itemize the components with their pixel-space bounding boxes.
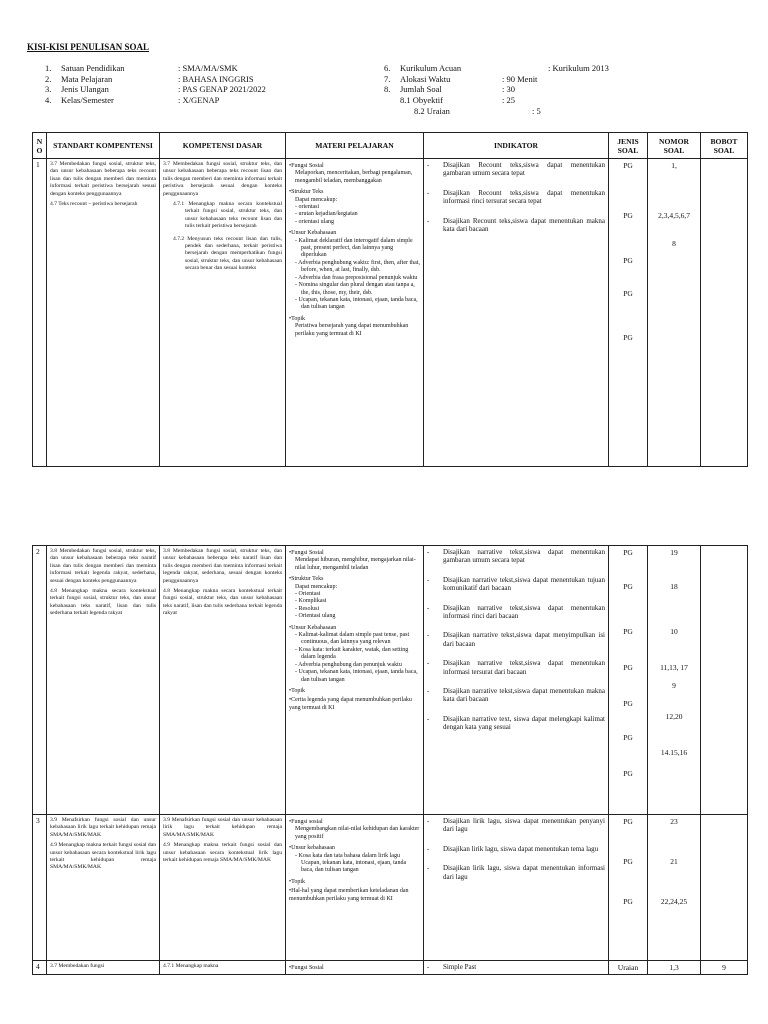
kisi-kisi-table-page-1 — [32, 132, 748, 467]
kd-text: 4.9 Menangkap makna terkait fungsi sosial dan unsur kebahasaan secara kontekstual lirik lagu terkait kehidupan remaja SMA/MA/SMK/MAK — [163, 842, 282, 864]
nomor-soal-value: 19 — [670, 548, 678, 557]
meta-value: : 25 — [502, 95, 515, 105]
nomor-soal-value: 2,3,4,5,6,7 — [658, 211, 690, 220]
nomor-soal-cell — [648, 159, 701, 467]
materi-heading: • Fungsi sosial — [289, 819, 420, 826]
materi-list-item: - Nomina singular dan plural dengan atau tanpa a, the, this, those, my, their, dsb. — [289, 282, 420, 297]
kisi-kisi-table-page-2 — [32, 545, 748, 975]
indikator-cell — [424, 546, 609, 815]
jenis-soal-value: PG — [623, 161, 633, 170]
meta-label: Jenis Ulangan — [61, 84, 109, 94]
nomor-soal-value: 21 — [670, 857, 678, 866]
meta-row — [384, 63, 609, 74]
meta-label: 8.2 Uraian — [414, 106, 450, 116]
table-row — [33, 546, 748, 815]
materi-heading: • Topik — [289, 879, 420, 886]
meta-label: Alokasi Waktu — [400, 73, 451, 84]
bobot-soal-cell: 9 — [701, 961, 748, 975]
jenis-soal-value: PG — [623, 733, 633, 742]
indikator-cell — [424, 815, 609, 961]
sk-text: 3.9 Menafsirkan fungsi sosial dan unsur kebahasaan lirik lagu terkait kehidupan remaja SMA/MA/SMK/MAK — [50, 817, 156, 838]
sk-text: 3.7 Membedakan fungsi sosial, struktur teks, dan unsur kebahasaan beberapa teks recount lisan dan tulis dengan memberi dan meminta informasi terkait peristiwa bersejarah sesuai dengan konteks penggunaannya — [50, 161, 156, 197]
materi-heading: • Hal-hal yang dapat memberikan keteladanan dan menumbuhkan perilaku yang termuat di KI — [289, 888, 420, 903]
materi-heading: • Topik — [289, 316, 420, 323]
meta-value: : X/GENAP — [178, 94, 220, 105]
materi-list-item: - urutan kejadian/kegiatan — [289, 211, 420, 218]
header-bobot-soal: BOBOT SOAL — [701, 133, 748, 159]
nomor-soal-value: 18 — [670, 582, 678, 591]
indikator-item: - Disajikan narrative tekst,siswa dapat menyimpulkan isi dari bacaan — [427, 631, 605, 648]
nomor-soal-value: 14.15,16 — [660, 748, 688, 757]
row-number: 2 — [33, 546, 47, 815]
nomor-soal-value: 1, — [671, 161, 677, 170]
meta-label: Kelas/Semester — [61, 94, 114, 105]
bobot-soal-cell — [701, 815, 748, 961]
jenis-soal-value: PG — [623, 289, 633, 298]
standart-kompetensi-cell — [47, 159, 160, 467]
indikator-item: - Disajikan narrative tekst,siswa dapat menentukan informasi tersurat dari bacaan — [427, 659, 605, 676]
nomor-soal-value: 8 — [672, 239, 676, 248]
jenis-soal-value: PG — [623, 817, 633, 826]
sk-text: 4.8 Menangkap makna secara kontekstual terkait fungsi sosial, struktur teks, dan unsur kebahasaan teks naratif, lisan dan tulis sederhana terkait legenda rakyat — [50, 588, 156, 617]
nomor-soal-value: 10 — [670, 627, 678, 636]
meta-label: Jumlah Soal — [400, 84, 442, 94]
header-no: N O — [33, 133, 47, 159]
indikator-text: Disajikan narrative text, siswa dapat melengkapi kalimat dengan kata yang sesuai — [443, 714, 605, 732]
indikator-text: Disajikan lirik lagu, siswa dapat menentukan penyanyi dari lagu — [443, 817, 605, 834]
indikator-cell — [424, 961, 609, 975]
materi-heading: • Unsur Kebahasaan — [289, 230, 420, 237]
kd-sub-text: 4.7.1 Menangkap makna secara kontekstual terkait fungsi sosial, struktur teks, dan unsur kebahasaan teks recount lisan dan tulis terkait peristiwa bersejarah — [173, 201, 282, 230]
meta-sub-row — [414, 106, 541, 116]
meta-num: 7. — [384, 73, 391, 84]
materi-list-item: - Ucapan, tekanan kata, intonasi, ejaan, tanda baca, dan tulisan tangan — [289, 297, 420, 312]
materi-text: Dapat mencakup: — [295, 196, 338, 203]
header-standart-kompetensi: STANDART KOMPENTENSI — [47, 133, 160, 159]
meta-value: : Kurikulum 2013 — [548, 63, 609, 73]
row-number: 4 — [33, 961, 47, 975]
meta-value: : 5 — [532, 106, 541, 116]
materi-heading: • Cerita legenda yang dapat menumbuhkan perilaku yang termuat di KI — [289, 697, 420, 712]
kompetensi-dasar-cell — [160, 546, 286, 815]
indikator-text: Disajikan Recount teks,siswa dapat menentukan gambaran umum secara tepat — [443, 161, 605, 178]
indikator-item: - Disajikan narrative tekst,siswa dapat menentukan makna kata dari bacaan — [427, 687, 605, 704]
materi-list-item: - Kosa kata: terkait karakter, watak, dan setting dalam legenda — [289, 647, 420, 662]
kd-text: 3.9 Menafsirkan fungsi sosial dan unsur kebahasaan lirik lagu terkait kehidupan remaja SMA/MA/SMK/MAK — [163, 817, 282, 838]
indikator-item: - Simple Past — [427, 963, 477, 971]
header-jenis-soal: JENIS SOAL — [609, 133, 648, 159]
document-title: KISI-KISI PENULISAN SOAL — [27, 42, 150, 52]
materi-heading: • Struktur Teks — [289, 576, 420, 583]
materi-list-item: - orientasi — [289, 204, 420, 211]
jenis-soal-value: PG — [623, 627, 633, 636]
indikator-item: - Disajikan narrative tekst,siswa dapat menentukan informasi rinci dari bacaan — [427, 603, 605, 621]
meta-value: : SMA/MA/SMK — [178, 63, 238, 73]
meta-row — [384, 74, 609, 85]
kd-sub-text: 4.7.2 Menyusun teks recount lisan dan tulis, pendek dan sederhana, terkait peristiwa bersejarah dengan memperhatikan fungsi sosial, struktur teks, dan unsur kebahasaan secara benar dan sesuai konteks — [173, 235, 282, 272]
kd-text: 3.8 Membedakan fungsi sosial, struktur teks, dan unsur kebahasaan beberapa teks naratif lisan dan tulis dengan memberi dan meminta informasi terkait legenda rakyat, sederhana, sesuai dengan konteks penggunaannya — [163, 548, 282, 584]
jenis-soal-value: PG — [623, 256, 633, 265]
materi-heading: • Struktur Teks — [289, 189, 420, 196]
header-nomor-soal: NOMOR SOAL — [648, 133, 701, 159]
header-kompetensi-dasar: KOMPETENSI DASAR — [160, 133, 286, 159]
indikator-text: Simple Past — [443, 963, 477, 971]
nomor-soal-value: 12,20 — [665, 712, 683, 721]
row-number: 3 — [33, 815, 47, 961]
meta-value: : 30 — [502, 84, 515, 94]
meta-value: : 90 Menit — [502, 73, 538, 84]
materi-list-item: - Orientasi ulang — [289, 613, 420, 620]
jenis-soal-value: PG — [623, 548, 633, 557]
meta-left — [45, 63, 266, 105]
bobot-soal-cell — [701, 159, 748, 467]
materi-list-item: - orientasi ulang — [289, 219, 420, 226]
nomor-soal-value: 9 — [672, 681, 676, 690]
jenis-soal-value: PG — [623, 769, 633, 778]
meta-num: 3. — [45, 84, 52, 94]
meta-label: 8.1 Obyektif — [400, 95, 443, 105]
materi-heading: • Fungsi Sosial — [289, 550, 420, 557]
jenis-soal-value: PG — [623, 857, 633, 866]
standart-kompetensi-cell — [47, 815, 160, 961]
materi-list-item: - Kosa kata dan tata bahasa dalam lirik lagu Ucapan, tekanan kata, intonasi, ejaan, tanda baca, dan tulisan tangan — [289, 853, 420, 875]
nomor-soal-value: 22,24,25 — [660, 897, 688, 906]
meta-label: Satuan Pendidikan — [61, 63, 125, 73]
meta-num: 1. — [45, 63, 52, 73]
meta-row — [45, 84, 266, 95]
indikator-text: Disajikan Recount teks,siswa dapat menentukan makna kata dari bacaan — [443, 216, 605, 234]
materi-text: Peristiwa bersejarah yang dapat menumbuhkan perilaku yang termuat di KI — [295, 323, 409, 337]
materi-text: Mendapat hiburan, menghibur, mengajarkan nilai-nilai luhur, mengambil teladan — [295, 557, 416, 571]
materi-heading: • Fungsi Sosial — [289, 163, 420, 170]
meta-row — [384, 84, 609, 95]
jenis-soal-value: PG — [623, 582, 633, 591]
indikator-text: Disajikan narrative tekst,siswa dapat menentukan informasi tersurat dari bacaan — [443, 659, 605, 676]
materi-list-item: - Adverbia penghubung dan penunjuk waktu — [289, 662, 420, 669]
jenis-soal-value: PG — [623, 897, 633, 906]
jenis-soal-cell — [609, 546, 648, 815]
meta-num: 4. — [45, 94, 52, 105]
meta-row — [45, 74, 266, 85]
sk-text: 4.9 Menangkap makna terkait fungsi sosial dan unsur kebahasaan secara kontekstual lirik lagu terkait kehidupan remaja SMA/MA/SMK/MAK — [50, 842, 156, 871]
header-indikator: INDIKATOR — [424, 133, 609, 159]
sk-text: 4.7 Teks recount – peristiwa bersejarah — [50, 201, 138, 208]
jenis-soal-value: PG — [623, 333, 633, 342]
indikator-text: Disajikan lirik lagu, siswa dapat menentukan informasi dari lagu — [443, 864, 605, 881]
indikator-item: - Disajikan narrative text, siswa dapat melengkapi kalimat dengan kata yang sesuai — [427, 714, 605, 732]
kompetensi-dasar-cell — [160, 815, 286, 961]
indikator-text: Disajikan narrative tekst,siswa dapat menentukan tujuan komunikatif dari bacaan — [443, 575, 605, 593]
row-number: 1 — [33, 159, 47, 467]
materi-heading: • Unsur kebahasaan — [289, 845, 420, 852]
standart-kompetensi-cell: 3.7 Membedakan fungsi — [47, 961, 160, 975]
indikator-item: - Disajikan Recount teks,siswa dapat menentukan makna kata dari bacaan — [427, 216, 605, 234]
materi-cell — [286, 159, 424, 467]
materi-list-item: - Adverbia penghubung waktu: first, then, after that, before, when, at last, finally, dsb. — [289, 260, 420, 275]
materi-heading: • Topik — [289, 688, 420, 695]
indikator-item: - Disajikan narrative tekst,siswa dapat menentukan gambaran umum secara tepat — [427, 548, 605, 565]
jenis-soal-value: PG — [623, 211, 633, 220]
table-row — [33, 815, 748, 961]
materi-text: Melaporkan, menceritakan, berbagi pengalaman, mengambil teladan, membanggakan — [295, 170, 413, 184]
materi-text: Dapat mencakup: — [295, 583, 338, 590]
bobot-soal-cell — [701, 546, 748, 815]
indikator-item: - Disajikan narrative tekst,siswa dapat menentukan tujuan komunikatif dari bacaan — [427, 575, 605, 593]
materi-cell — [286, 815, 424, 961]
materi-list-item: - Ucapan, tekanan kata, intonasi, ejaan, tanda baca, dan tulisan tangan — [289, 669, 420, 684]
indikator-text: Disajikan lirik lagu, siswa dapat menentukan tema lagu — [443, 844, 599, 853]
nomor-soal-value: 11,13, 17 — [660, 663, 688, 672]
nomor-soal-cell: 1,3 — [648, 961, 701, 975]
materi-list-item: - Orientasi — [289, 591, 420, 598]
meta-row — [45, 63, 266, 74]
meta-right — [384, 63, 609, 95]
indikator-text: Disajikan narrative tekst,siswa dapat menentukan gambaran umum secara tepat — [443, 548, 605, 565]
indikator-text: Disajikan narrative tekst,siswa dapat menyimpulkan isi dari bacaan — [443, 631, 605, 648]
indikator-text: Disajikan Recount teks,siswa dapat menentukan informasi rinci tersurat secara tepat — [443, 188, 605, 206]
indikator-item: - Disajikan Recount teks,siswa dapat menentukan informasi rinci tersurat secara tepat — [427, 188, 605, 206]
table-row — [33, 159, 748, 467]
materi-cell — [286, 961, 424, 975]
meta-label: Mata Pelajaran — [61, 73, 113, 84]
materi-list-item: - Komplikasi — [289, 598, 420, 605]
meta-value: : BAHASA INGGRIS — [178, 73, 254, 84]
meta-num: 8. — [384, 84, 391, 94]
meta-row — [45, 95, 266, 106]
materi-list-item: - Adverbia dan frasa preposisional penunjuk waktu — [289, 275, 420, 282]
materi-text: Mengembangkan nilai-nilai kehidupan dan karakter yang positif — [295, 826, 420, 840]
meta-label: Kurikulum Acuan — [400, 63, 462, 73]
materi-cell — [286, 546, 424, 815]
materi-list-item: - Resolusi — [289, 606, 420, 613]
indikator-text: Disajikan narrative tekst,siswa dapat menentukan informasi rinci dari bacaan — [443, 603, 605, 621]
meta-num: 6. — [384, 63, 391, 73]
materi-list-item: - Kalimat deklaratif dan interogatif dalam simple past, present perfect, dan lainnya yang diperlukan — [289, 238, 420, 260]
kompetensi-dasar-cell: 4.7.1 Menangkap makna — [160, 961, 286, 975]
table-row — [33, 961, 748, 975]
header-materi-pelajaran: MATERI PELAJARAN — [286, 133, 424, 159]
materi-heading: • Unsur Kebahasaan — [289, 625, 420, 632]
nomor-soal-value: 23 — [670, 817, 678, 826]
indikator-text: Disajikan narrative tekst,siswa dapat menentukan makna kata dari bacaan — [443, 687, 605, 704]
kd-text: 4.8 Menangkap makna secara kontekstual terkait fungsi sosial, struktur teks, dan unsur kebahasaan teks naratif, lisan dan tulis sederhana terkait legenda rakyat — [163, 588, 282, 617]
jenis-soal-value: PG — [623, 699, 633, 708]
kompetensi-dasar-cell — [160, 159, 286, 467]
jenis-soal-cell — [609, 815, 648, 961]
indikator-item: - Disajikan lirik lagu, siswa dapat menentukan informasi dari lagu — [427, 864, 605, 881]
standart-kompetensi-cell — [47, 546, 160, 815]
jenis-soal-cell — [609, 159, 648, 467]
meta-sub-row — [400, 95, 515, 105]
indikator-item: - Disajikan Recount teks,siswa dapat menentukan gambaran umum secara tepat — [427, 161, 605, 178]
header-row — [33, 133, 748, 159]
nomor-soal-cell — [648, 815, 701, 961]
sk-text: 3.8 Membedakan fungsi sosial, struktur teks, dan unsur kebahasaan beberapa teks naratif lisan dan tulis dengan memberi dan meminta informasi terkait legenda rakyat, sederhana, sesuai dengan konteks penggunaannya — [50, 548, 156, 584]
kd-text: 3.7 Membedakan fungsi sosial, struktur teks, dan unsur kebahasaan beberapa teks recount lisan dan tulis dengan memberi dan meminta informasi terkait peristiwa bersejarah sesuai dengan konteks penggunaannya — [163, 161, 282, 197]
materi-heading: • Fungsi Sosial — [289, 965, 420, 972]
indikator-item: - Disajikan lirik lagu, siswa dapat menentukan penyanyi dari lagu — [427, 817, 605, 834]
indikator-item: - Disajikan lirik lagu, siswa dapat menentukan tema lagu — [427, 844, 599, 853]
jenis-soal-value: PG — [623, 663, 633, 672]
meta-value: : PAS GENAP 2021/2022 — [178, 84, 266, 94]
indikator-cell — [424, 159, 609, 467]
materi-list-item: - Kalimat-kalimat dalam simple past tense, past continuous, dan lainnya yang relevan — [289, 632, 420, 647]
meta-num: 2. — [45, 73, 52, 84]
nomor-soal-cell — [648, 546, 701, 815]
jenis-soal-cell: Uraian — [609, 961, 648, 975]
